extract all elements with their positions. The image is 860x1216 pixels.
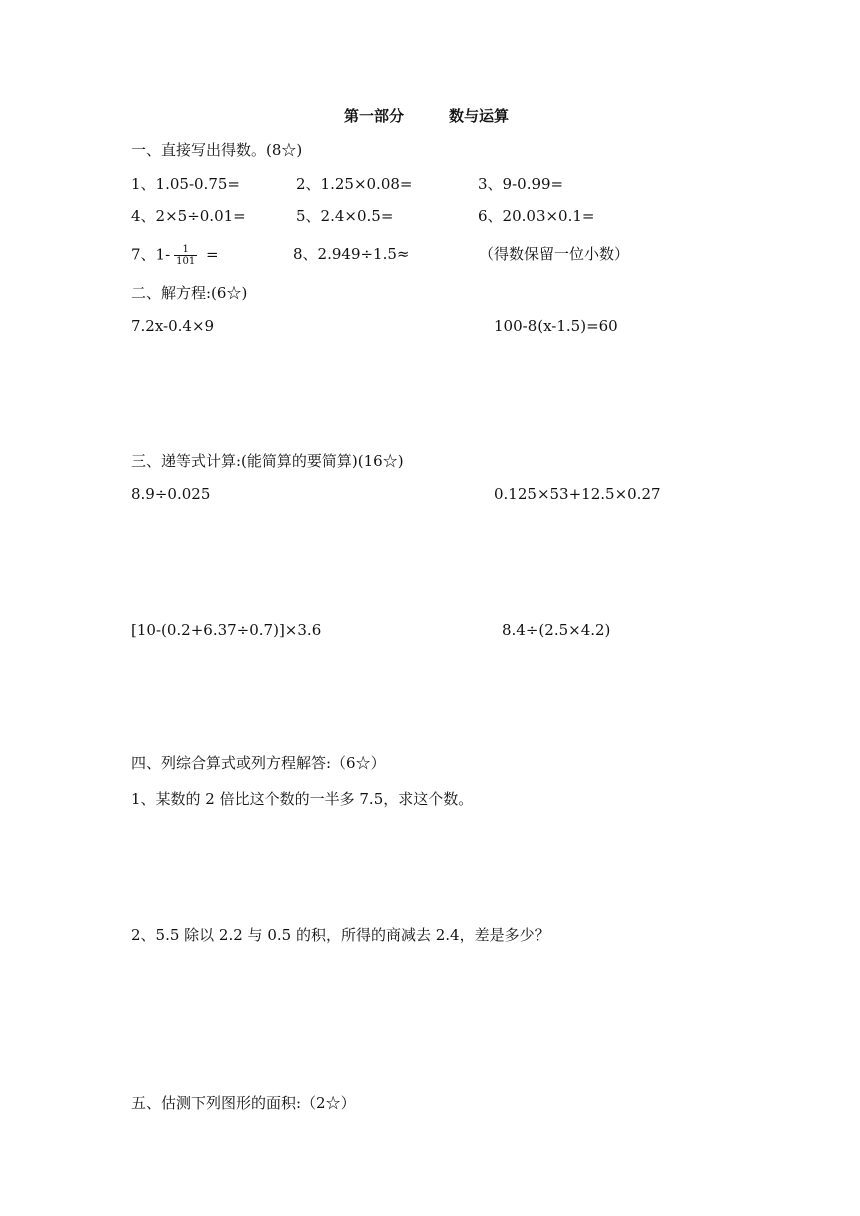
- fraction: [174, 244, 197, 267]
- calc-3: [10-(0.2+6.37÷0.7)]×3.6: [131, 621, 322, 639]
- equation-2: 100-8(x-1.5)=60: [494, 317, 618, 335]
- section-1-heading: 一、直接写出得数。(8☆): [131, 141, 303, 159]
- problem-7: [131, 244, 219, 267]
- calc-2: 0.125×53+12.5×0.27: [494, 485, 661, 503]
- fraction-denominator: 101: [176, 256, 196, 267]
- problem-4: 4、2×5÷0.01=: [131, 207, 246, 225]
- section-3-heading: 三、递等式计算:(能简算的要简算)(16☆): [131, 452, 404, 470]
- problem-6: 6、20.03×0.1=: [478, 207, 595, 225]
- title-topic: 数与运算: [449, 107, 510, 125]
- calc-1: 8.9÷0.025: [131, 485, 211, 503]
- problem-7-prefix: 7、1-: [131, 245, 171, 264]
- word-problem-1: 1、某数的 2 倍比这个数的一半多 7.5，求这个数。: [131, 790, 474, 808]
- problem-3: 3、9-0.99=: [478, 175, 564, 193]
- fraction-numerator: 1: [182, 244, 189, 255]
- problem-8: 8、2.949÷1.5≈: [293, 245, 410, 263]
- problem-1: 1、1.05-0.75=: [131, 175, 240, 193]
- problem-2: 2、1.25×0.08=: [296, 175, 413, 193]
- calc-4: 8.4÷(2.5×4.2): [502, 621, 611, 639]
- word-problem-2: 2、5.5 除以 2.2 与 0.5 的积，所得的商减去 2.4，差是多少？: [131, 926, 550, 944]
- fraction-suffix: =: [206, 245, 219, 264]
- problem-5: 5、2.4×0.5=: [296, 207, 394, 225]
- section-4-heading: 四、列综合算式或列方程解答:（6☆）: [131, 754, 386, 772]
- section-2-heading: 二、解方程:(6☆): [131, 284, 248, 302]
- title-part: 第一部分: [344, 107, 405, 125]
- section-5-heading: 五、估测下列图形的面积:（2☆）: [131, 1094, 356, 1112]
- equation-1: 7.2x-0.4×9: [131, 317, 215, 335]
- rounding-note: （得数保留一位小数）: [479, 245, 630, 263]
